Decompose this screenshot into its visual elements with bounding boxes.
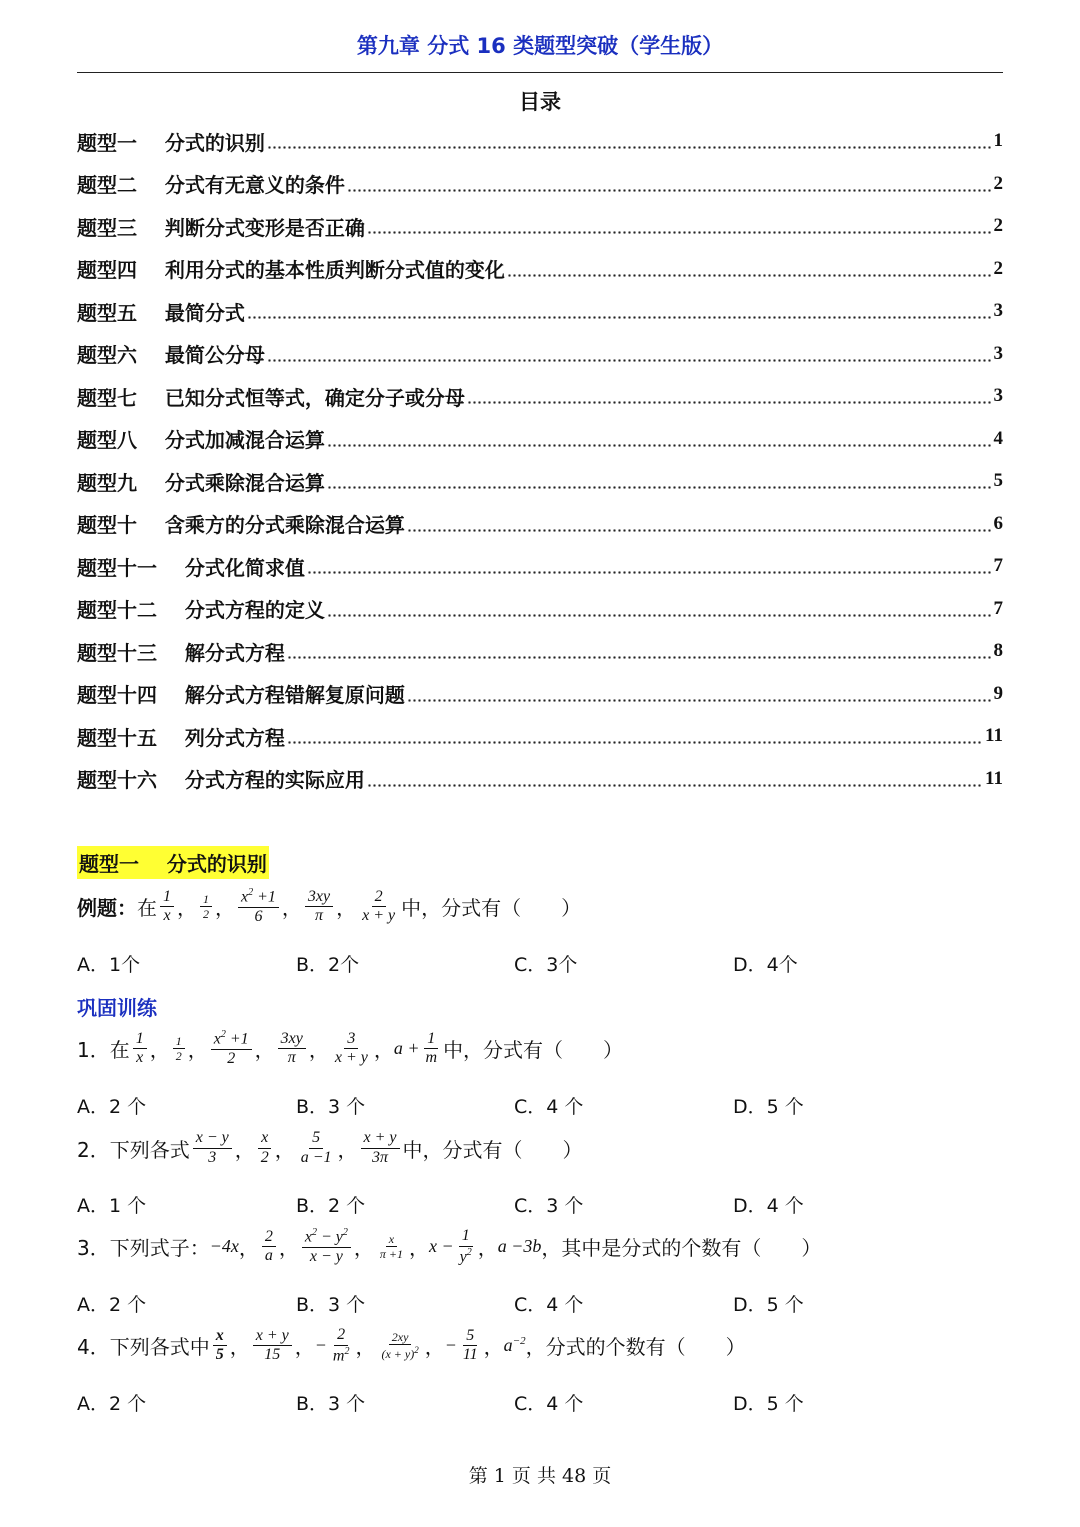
expr: $\frac{1}{m}$ xyxy=(425,1029,438,1067)
example-option-a: A．1个 xyxy=(77,954,141,976)
option-d: D．5 个 xyxy=(733,1294,804,1316)
toc-item[interactable] xyxy=(77,545,1003,588)
option-b: B．3 个 xyxy=(296,1393,366,1415)
expr: $\frac{1}{y^2}$ xyxy=(459,1227,472,1266)
toc-item[interactable] xyxy=(77,375,1003,418)
toc-item-label: 题型十三 解分式方程 xyxy=(77,640,285,665)
option-d: D．5 个 xyxy=(733,1096,804,1118)
toc-item-label: 题型八 分式加减混合运算 xyxy=(77,428,325,453)
question-number: 1． xyxy=(77,1038,110,1063)
toc-item-page: 11 xyxy=(985,767,1003,789)
toc-item-label: 题型二 分式有无意义的条件 xyxy=(77,173,345,198)
toc-title: 目录 xyxy=(519,90,561,114)
toc-item-label: 题型一 分式的识别 xyxy=(77,130,265,155)
toc-item-page: 6 xyxy=(993,512,1003,534)
toc-item[interactable] xyxy=(77,758,1003,801)
toc-item[interactable] xyxy=(77,630,1003,673)
toc-item-label: 题型四 利用分式的基本性质判断分式值的变化 xyxy=(77,258,505,283)
toc-item[interactable] xyxy=(77,163,1003,206)
toc-leader-dots xyxy=(267,131,992,151)
option-a: A．1 个 xyxy=(77,1195,147,1217)
expr: $\frac{x + y}{15}$ xyxy=(253,1328,292,1365)
toc-leader-dots xyxy=(267,344,992,364)
expr: $\frac{2}{m^2}$ xyxy=(332,1326,350,1365)
option-d: D．5 个 xyxy=(733,1393,804,1415)
toc-item[interactable] xyxy=(77,418,1003,461)
option-b: B．2 个 xyxy=(296,1195,366,1217)
question-tail: ，其中是分式的个数有（ ） xyxy=(541,1236,822,1261)
page-footer: 第 1 页 共 48 页 xyxy=(468,1465,612,1487)
toc-item-page: 4 xyxy=(993,427,1003,449)
toc-item-page: 2 xyxy=(993,172,1003,194)
expr-1-over-2: $\frac{1}{2}$ xyxy=(200,893,212,921)
expr: $\frac{3}{x + y}$ xyxy=(334,1029,368,1067)
question-tail: 中，分式有（ ） xyxy=(402,1137,583,1162)
toc-item[interactable] xyxy=(77,503,1003,546)
expr: −4x xyxy=(209,1236,239,1257)
option-d: D．4 个 xyxy=(733,1195,804,1217)
expr: $\frac{3xy}{\pi}$ xyxy=(278,1031,306,1068)
option-a: A．2 个 xyxy=(77,1096,147,1118)
toc-item-label: 题型十二 分式方程的定义 xyxy=(77,598,325,623)
toc-leader-dots xyxy=(287,726,983,746)
expr: $\frac{5}{11}$ xyxy=(462,1326,478,1364)
option-c: C．4 个 xyxy=(514,1393,584,1415)
expr: $\frac{x^2 - y^2}{x - y}$ xyxy=(302,1228,351,1266)
question-lead: 下列各式中 xyxy=(109,1335,210,1360)
toc-item-page: 2 xyxy=(993,215,1003,237)
question-number: 3． xyxy=(77,1236,110,1261)
toc-leader-dots xyxy=(467,386,992,406)
expr-2-over-xplusy: $\frac{2}{x + y}$ xyxy=(362,887,396,925)
expr: $\frac{x}{5}$ xyxy=(213,1328,227,1365)
toc-item-page: 7 xyxy=(993,555,1003,577)
table-of-contents xyxy=(77,120,1003,800)
toc-item-page: 8 xyxy=(993,640,1003,662)
toc-item[interactable] xyxy=(77,673,1003,716)
toc-item-page: 1 xyxy=(993,130,1003,152)
toc-item[interactable] xyxy=(77,588,1003,631)
question-1: 1． 在 $\frac{1}{x}$ ， $\frac{1}{2}$ ， $\frac{x^2 +1}{2}$ ， $\frac{3xy}{\pi}$ ， $\frac{3}{x + y}$ ， a + $\frac{1}{m}$ 中，分式有（ ） xyxy=(77,1029,624,1068)
toc-leader-dots xyxy=(327,599,992,619)
expr: $\frac{1}{2}$ xyxy=(173,1035,185,1063)
expr: $\frac{x + y}{3\pi}$ xyxy=(361,1130,400,1167)
toc-leader-dots xyxy=(507,259,992,279)
toc-item-page: 2 xyxy=(993,257,1003,279)
toc-item-page: 7 xyxy=(993,597,1003,619)
example-option-d: D．4个 xyxy=(733,954,798,976)
question-lead: 下列式子： xyxy=(109,1236,210,1261)
question-number: 4． xyxy=(77,1335,110,1360)
expr: $\frac{x - y}{3}$ xyxy=(193,1130,232,1167)
option-c: C．4 个 xyxy=(514,1294,584,1316)
example-prefix: 例题： xyxy=(77,896,137,921)
example-option-b: B．2个 xyxy=(296,954,360,976)
toc-leader-dots xyxy=(247,301,992,321)
toc-item-label: 题型十一 分式化简求值 xyxy=(77,555,305,580)
toc-item-label: 题型十五 列分式方程 xyxy=(77,725,285,750)
expr: $\frac{5}{a -1}$ xyxy=(300,1129,332,1166)
example-lead: 在 xyxy=(137,896,157,921)
toc-item-page: 3 xyxy=(993,342,1003,364)
document-header-title: 第九章 分式 16 类题型突破（学生版） xyxy=(356,34,724,58)
toc-item-label: 题型九 分式乘除混合运算 xyxy=(77,470,325,495)
expr: $\frac{1}{x}$ xyxy=(133,1031,147,1068)
toc-item[interactable] xyxy=(77,205,1003,248)
example-tail: 中，分式有（ ） xyxy=(401,896,582,921)
option-a: A．2 个 xyxy=(77,1393,147,1415)
toc-leader-dots xyxy=(407,684,992,704)
toc-item-label: 题型十六 分式方程的实际应用 xyxy=(77,768,365,793)
toc-item-page: 3 xyxy=(993,385,1003,407)
expr-3xy-over-pi: $\frac{3xy}{\pi}$ xyxy=(305,889,333,926)
expr-x2plus1-over-6: $\frac{x^2 +1}{6}$ xyxy=(238,888,279,926)
question-lead: 下列各式 xyxy=(109,1137,190,1162)
option-c: C．4 个 xyxy=(514,1096,584,1118)
toc-item[interactable] xyxy=(77,120,1003,163)
expr: x − xyxy=(429,1236,454,1257)
toc-item-label: 题型十四 解分式方程错解复原问题 xyxy=(77,683,405,708)
toc-leader-dots xyxy=(367,216,992,236)
practice-title: 巩固训练 xyxy=(77,996,157,1020)
toc-item-label: 题型三 判断分式变形是否正确 xyxy=(77,215,365,240)
expr: $\frac{x}{\pi +1}$ xyxy=(379,1231,403,1262)
toc-item-page: 9 xyxy=(993,682,1003,704)
toc-item-label: 题型六 最简公分母 xyxy=(77,343,265,368)
question-number: 2． xyxy=(77,1137,110,1162)
question-4: 4． 下列各式中 $\frac{x}{5}$ ， $\frac{x + y}{15}$ ， − $\frac{2}{m^2}$ ， $\frac{2xy}{(x + y)^2}$ ， − $\frac{5}{11}$ ， $a^{-2}$ ，分式的个数有（ ） xyxy=(77,1326,746,1365)
expr: − xyxy=(314,1335,327,1356)
toc-item[interactable] xyxy=(77,715,1003,758)
toc-item[interactable] xyxy=(77,460,1003,503)
toc-leader-dots xyxy=(287,641,992,661)
toc-item[interactable] xyxy=(77,248,1003,291)
toc-item[interactable] xyxy=(77,290,1003,333)
toc-leader-dots xyxy=(367,769,983,789)
section-heading: 题型一 分式的识别 xyxy=(77,846,269,879)
option-b: B．3 个 xyxy=(296,1294,366,1316)
expr: $\frac{x}{2}$ xyxy=(258,1130,272,1167)
expr: $\frac{x^2 +1}{2}$ xyxy=(211,1030,252,1068)
option-b: B．3 个 xyxy=(296,1096,366,1118)
toc-item-page: 5 xyxy=(993,470,1003,492)
example-question: 例题： 在 $\frac{1}{x}$ ， $\frac{1}{2}$ ， $\frac{x^2 +1}{6}$ ， $\frac{3xy}{\pi}$ ， $\frac{2}{x + y}$ 中，分式有（ ） xyxy=(77,887,582,926)
expr: a + xyxy=(393,1038,420,1059)
expr: − xyxy=(444,1335,457,1356)
expr: $\frac{2xy}{(x + y)^2}$ xyxy=(381,1329,419,1362)
option-c: C．3 个 xyxy=(514,1195,584,1217)
example-option-c: C．3个 xyxy=(514,954,578,976)
toc-leader-dots xyxy=(327,471,992,491)
question-tail: 中，分式有（ ） xyxy=(443,1038,624,1063)
toc-item-label: 题型十 含乘方的分式乘除混合运算 xyxy=(77,513,405,538)
question-lead: 在 xyxy=(109,1038,130,1063)
question-2: 2． 下列各式 $\frac{x - y}{3}$ ， $\frac{x}{2}$ ， $\frac{5}{a -1}$ ， $\frac{x + y}{3\pi}$ 中，分式有（ ） xyxy=(77,1129,583,1166)
toc-leader-dots xyxy=(307,556,992,576)
question-3: 3． 下列式子： −4x ， $\frac{2}{a}$ ， $\frac{x^2 - y^2}{x - y}$ ， $\frac{x}{\pi +1}$ ， x − $\frac{1}{y^2}$ ， a −3b ，其中是分式的个数有（ ） xyxy=(77,1227,822,1266)
expr-1-over-x: $\frac{1}{x}$ xyxy=(160,889,174,926)
expr: a −3b xyxy=(497,1236,542,1257)
expr: $a^{-2}$ xyxy=(503,1335,526,1356)
header-rule xyxy=(77,72,1003,73)
toc-item[interactable] xyxy=(77,333,1003,376)
expr: $\frac{2}{a}$ xyxy=(262,1229,276,1266)
toc-item-label: 题型五 最简分式 xyxy=(77,300,245,325)
toc-leader-dots xyxy=(407,514,992,534)
toc-leader-dots xyxy=(347,174,992,194)
toc-item-page: 3 xyxy=(993,300,1003,322)
toc-item-label: 题型七 已知分式恒等式，确定分子或分母 xyxy=(77,385,465,410)
toc-leader-dots xyxy=(327,429,992,449)
toc-item-page: 11 xyxy=(985,725,1003,747)
option-a: A．2 个 xyxy=(77,1294,147,1316)
question-tail: ，分式的个数有（ ） xyxy=(525,1335,746,1360)
